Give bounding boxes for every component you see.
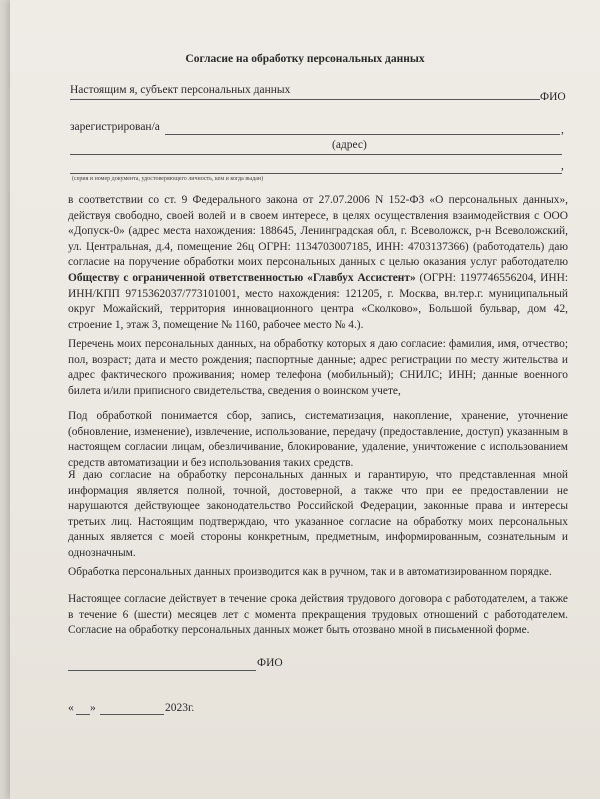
passport-comma: ,	[561, 160, 564, 172]
date-close-quote: »	[90, 702, 96, 714]
signature-fio-label: ФИО	[257, 657, 283, 669]
date-day-blank[interactable]	[76, 714, 90, 715]
date-year: 2023г.	[165, 702, 195, 714]
address-label: (адрес)	[332, 139, 367, 151]
signature-blank-line[interactable]	[68, 670, 256, 671]
document-sheet	[10, 0, 600, 799]
paragraph-processing-definition: Под обработкой понимается сбор, запись, систематизация, накопление, хранение, уточнение (обновление, изменение), извлечение, использование, передачу (предоставление, доступ) указанным в настоящем согласии лицам, обезличивание, блокирование, удаление, уничтожение с использованием средств автоматизации и без использования таких средств.	[68, 410, 568, 469]
company-name: Обществу с ограниченной ответственностью «Главбух Ассистент»	[68, 271, 416, 284]
address-blank-line[interactable]	[165, 134, 560, 135]
intro-label: Настоящим я, субъект персональных данных	[70, 84, 291, 96]
paragraph-processing-mode: Обработка персональных данных производится как в ручном, так и в автоматизированном порядке.	[68, 566, 552, 578]
date-open-quote: «	[68, 702, 74, 714]
date-month-blank[interactable]	[100, 714, 164, 715]
passport-blank-line[interactable]	[70, 173, 562, 174]
address-comma: ,	[561, 124, 564, 136]
document-title: Согласие на обработку персональных данных	[185, 53, 425, 65]
registered-label: зарегистрирован/а	[70, 121, 160, 133]
paragraph-consent-basis-start: в соответствии со ст. 9 Федерального закона от 27.07.2006 N 152-ФЗ «О персональных данных», действуя свободно, своей волей и в своем интересе, в целях осуществления взаимодействия с ООО «Допуск-0» (адрес места нахождения: 188645, Ленинградская обл, г. Всеволожск, р-н Всеволожский, ул. Центральная, д.4, помещение 26ц ОГРН: 1134703007185, ИНН: 4703137366) (работодатель) даю согласие на поручение обработки моих персональных данных с целью оказания услуг работодателю	[68, 194, 568, 269]
fio-label: ФИО	[540, 91, 566, 103]
passport-hint: (серия и номер документа, удостоверяющего личность, кем и когда выдан)	[72, 176, 264, 182]
paragraph-validity: Настоящее согласие действует в течение срока действия трудового договора с работодателем, а также в течение 6 (шести) месяцев лет с момента прекращения трудовых отношений с работодателем. Согласие на обработку персональных данных может быть отозвано мной в письменной форме.	[68, 593, 568, 637]
paragraph-data-list: Перечень моих персональных данных, на обработку которых я даю согласие: фамилия, имя, отчество; пол, возраст; дата и место рождения; паспортные данные; адрес регистрации по месту жительства и адрес фактического проживания; номер телефона (мобильный); СНИЛС; ИНН; данные военного билета и/или приписного свидетельства, сведения о воинском учете,	[68, 338, 568, 397]
paragraph-consent-basis-end: (ОГРН: 1197746556204, ИНН: ИНН/КПП 9715362037/773101001, место нахождения: 121205, г. Москва, вн.тер.г. муниципальный округ Можайский, территория инновационного центра «Сколково», Большой бульвар, дом 42, строение 1, этаж 3, помещение № 1160, рабочее место № 4.).	[68, 271, 568, 331]
paragraph-consent-basis	[68, 193, 568, 333]
paragraph-guarantee: Я даю согласие на обработку персональных данных и гарантирую, что представленная мной информация является полной, точной, достоверной, а также что при ее предоставлении не нарушаются действующее законодательство Российской Федерации, законные права и интересы третьих лиц. Настоящим подтверждаю, что указанное согласие на обработку моих персональных данных является с моей стороны конкретным, предметным, информированным, сознательным и однозначным.	[68, 469, 568, 559]
fio-blank-line[interactable]	[70, 99, 540, 100]
address-blank-line-2[interactable]	[70, 154, 562, 155]
